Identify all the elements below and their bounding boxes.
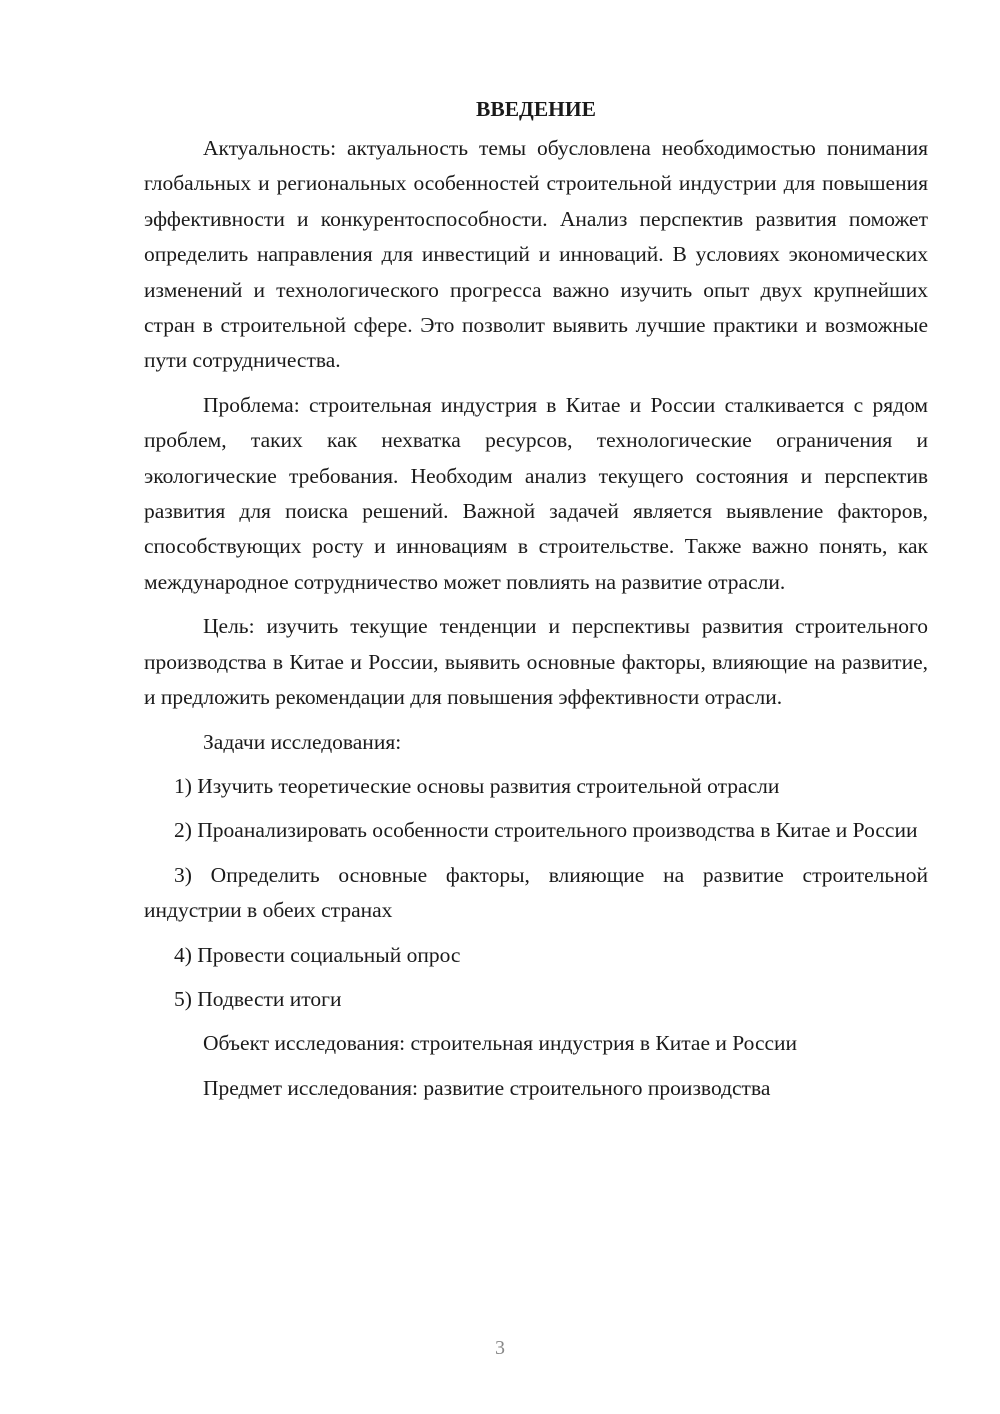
page-number: 3 <box>495 1337 505 1359</box>
section-heading: ВВЕДЕНИЕ <box>476 97 596 121</box>
task-item-4: 4) Провести социальный опрос <box>174 942 461 967</box>
research-object: Объект исследования: строительная индустрия в Китае и России <box>203 1031 798 1056</box>
problem-paragraph: Проблема: строительная индустрия в Китае и России сталкивается с рядом проблем, таких как нехватка ресурсов, технологические ограничения и экологические требования. Необходим анализ текущего состояния и перспектив развития для поиска решений. Важной задачей является выявление факторов, способствующих росту и инновациям в строительстве. Также важно понять, как международное сотрудничество может повлиять на развитие отрасли. <box>144 392 928 594</box>
tasks-title: Задачи исследования: <box>203 729 402 754</box>
task-item-5: 5) Подвести итоги <box>174 986 342 1011</box>
task-item-3: 3) Определить основные факторы, влияющие на развитие строительной индустрии в обеих странах <box>144 862 928 923</box>
goal-paragraph: Цель: изучить текущие тенденции и перспективы развития строительного производства в Китае и России, выявить основные факторы, влияющие на развитие, и предложить рекомендации для повышения эффективности отрасли. <box>144 614 928 710</box>
task-item-2: 2) Проанализировать особенности строительного производства в Китае и России <box>174 818 918 843</box>
relevance-paragraph: Актуальность: актуальность темы обусловлена необходимостью понимания глобальных и региональных особенностей строительной индустрии для повышения эффективности и конкурентоспособности. Анализ перспектив развития поможет определить направления для инвестиций и инноваций. В условиях экономических изменений и технологического прогресса важно изучить опыт двух крупнейших стран в строительной сфере. Это позволит выявить лучшие практики и возможные пути сотрудничества. <box>144 136 928 373</box>
research-subject: Предмет исследования: развитие строительного производства <box>203 1075 771 1100</box>
page-content <box>144 92 928 1115</box>
task-item-1: 1) Изучить теоретические основы развития строительной отрасли <box>174 773 780 798</box>
